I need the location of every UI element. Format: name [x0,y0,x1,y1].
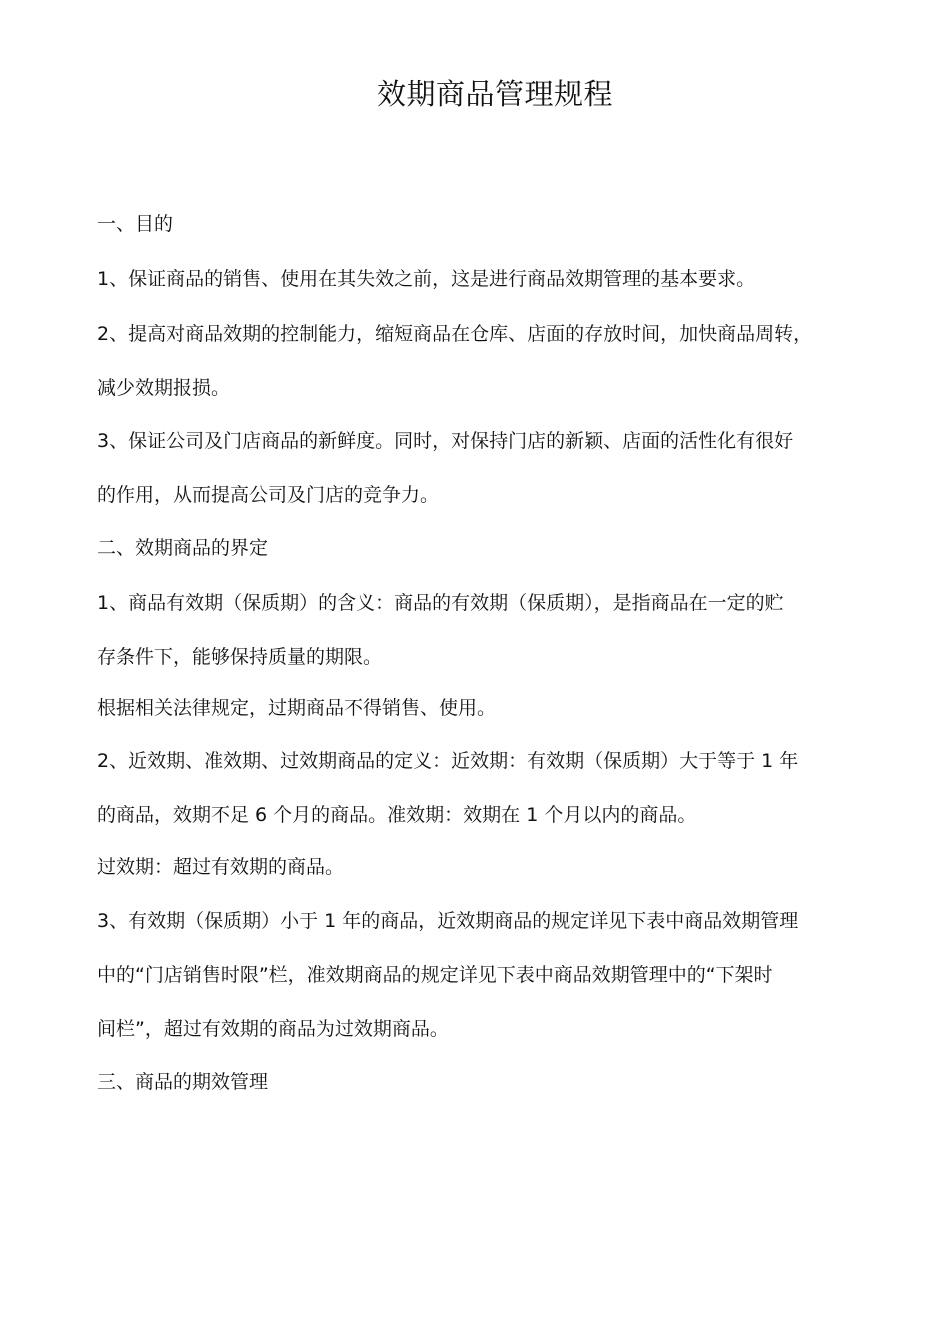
section-heading-purpose [97,197,897,251]
document-title: 效期商品管理规程 [376,77,613,111]
text-line: 3、保证公司及门店商品的新鲜度。同时，对保持门店的新颖、店面的活性化有很好 [97,430,794,452]
text-line: 三、商品的期效管理 [97,1071,269,1093]
text-line: 减少效期报损。 [97,377,231,399]
paragraph-definition-1 [97,576,897,684]
section-heading-management [97,1055,897,1109]
paragraph-purpose-2 [97,307,897,415]
paragraph-expired-definition [97,840,897,894]
section-heading-definition [97,521,897,575]
paragraph-definition-3 [97,894,897,1056]
paragraph-purpose-1 [97,252,897,306]
text-line: 存条件下，能够保持质量的期限。 [97,646,383,668]
text-line: 根据相关法律规定，过期商品不得销售、使用。 [97,697,497,719]
text-line: 的作用，从而提高公司及门店的竞争力。 [97,484,440,506]
text-line: 中的“门店销售时限”栏，准效期商品的规定详见下表中商品效期管理中的“下架时 [97,964,773,986]
text-line: 3、有效期（保质期）小于 1 年的商品，近效期商品的规定详见下表中商品效期管理 [97,910,799,932]
paragraph-definition-2 [97,734,897,842]
paragraph-legal-note [97,681,897,735]
paragraph-purpose-3 [97,414,897,522]
text-line: 1、保证商品的销售、使用在其失效之前，这是进行商品效期管理的基本要求。 [97,268,756,290]
text-line: 2、提高对商品效期的控制能力，缩短商品在仓库、店面的存放时间，加快商品周转， [97,323,813,345]
text-line: 的商品，效期不足 6 个月的商品。准效期：效期在 1 个月以内的商品。 [97,804,697,826]
text-line: 二、效期商品的界定 [97,537,269,559]
text-line: 过效期：超过有效期的商品。 [97,856,345,878]
text-line: 间栏”，超过有效期的商品为过效期商品。 [97,1018,449,1040]
text-line: 1、商品有效期（保质期）的含义：商品的有效期（保质期），是指商品在一定的贮 [97,592,784,614]
text-line: 2、近效期、准效期、过效期商品的定义：近效期：有效期（保质期）大于等于 1 年 [97,750,799,772]
text-line: 一、目的 [97,213,174,235]
